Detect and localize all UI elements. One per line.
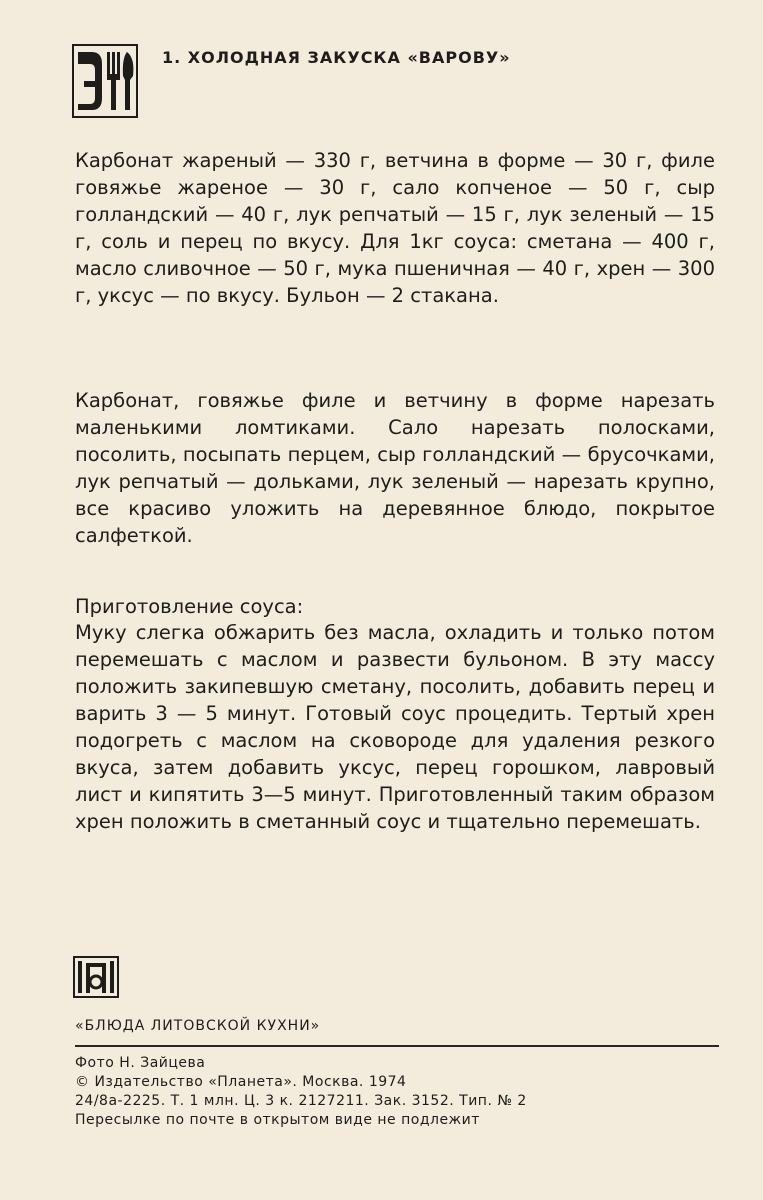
sauce-heading: Приготовление соуса: xyxy=(75,595,304,618)
series-title: «БЛЮДА ЛИТОВСКОЙ КУХНИ» xyxy=(75,1018,321,1034)
ingredients-text: Карбонат жареный — 330 г, ветчина в форме — 30 г, филе говяжье жареное — 30 г, сало копченое — 50 г, сыр голландский — 40 г, лук репчатый — 15 г, лук зеленый — 15 г, соль и перец по вкусу. Для 1кг соуса: сметана — 400 г, масло сливочное — 50 г, мука пшеничная — 40 г, хрен — 300 г, уксус — по вкусу. Бульон — 2 стакана. xyxy=(75,149,715,307)
publisher-line: © Издательство «Планета». Москва. 1974 xyxy=(75,1074,407,1090)
sauce-text: Муку слегка обжарить без масла, охладить и только потом перемешать с маслом и развести бульоном. В эту массу положить закипевшую сметану, посолить, добавить перец и варить 3 — 5 минут. Готовый соус процедить. Тертый хрен подогреть с маслом на сковороде для удаления резкого вкуса, затем добавить уксус, перец горошком, лавровый лист и кипятить 3—5 минут. Приготовленный таким образом хрен положить в сметанный соус и тщательно перемешать. xyxy=(75,621,715,833)
preparation-text: Карбонат, говяжье филе и ветчину в форме нарезать маленькими ломтиками. Сало нарезать полосками, посолить, посыпать перцем, сыр голландский — брусочками, лук репчатый — дольками, лук зеленый — нарезать крупно, все красиво уложить на деревянное блюдо, покрытое салфеткой. xyxy=(75,389,715,547)
photo-credit: Фото Н. Зайцева xyxy=(75,1055,206,1071)
cutlery-logo-icon xyxy=(72,44,138,118)
print-info: 24/8а-2225. Т. 1 млн. Ц. 3 к. 2127211. Зак. 3152. Тип. № 2 xyxy=(75,1093,527,1109)
recipe-title: 1. ХОЛОДНАЯ ЗАКУСКА «ВАРОВУ» xyxy=(162,48,511,67)
footer-divider xyxy=(75,1045,719,1047)
publisher-logo-icon xyxy=(73,956,119,998)
mailing-note: Пересылке по почте в открытом виде не подлежит xyxy=(75,1112,480,1128)
imprint-block xyxy=(75,1054,527,1130)
